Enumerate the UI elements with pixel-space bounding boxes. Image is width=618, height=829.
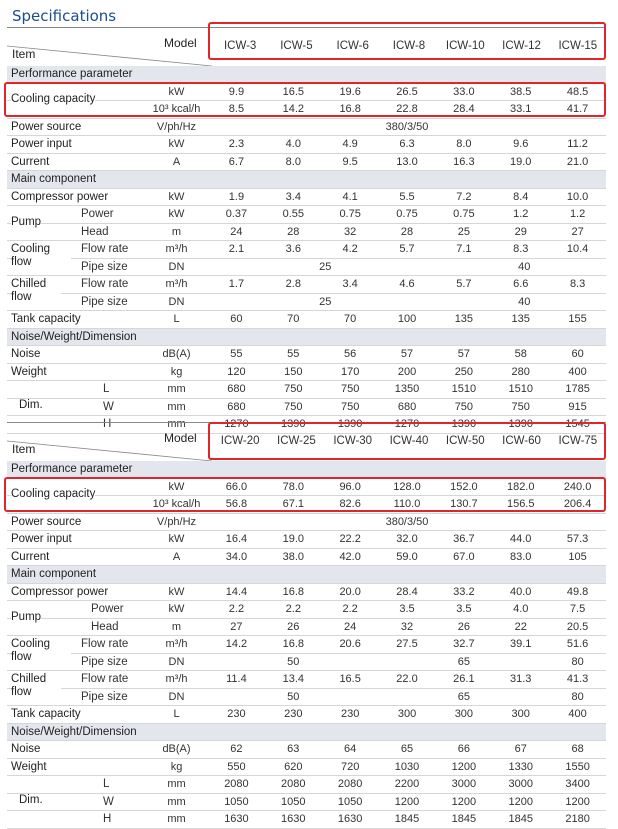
section-nwd: Noise/Weight/Dimension bbox=[7, 724, 606, 742]
table-cell: 57 bbox=[457, 348, 470, 360]
table-cell: 5.5 bbox=[399, 190, 415, 203]
cooling-capacity-label: Cooling capacity bbox=[11, 92, 96, 105]
table-cell: 156.5 bbox=[506, 498, 535, 510]
row-power-input: Power input kW 16.4 19.0 22.2 32.0 36.7 44.0 57.3 bbox=[7, 531, 606, 549]
table-cell: 66.0 bbox=[225, 480, 248, 493]
table-cell: 41.3 bbox=[566, 673, 589, 685]
section-main-component: Main component bbox=[7, 171, 606, 189]
table-cell: 42.0 bbox=[339, 550, 361, 563]
table-cell: 55 bbox=[287, 348, 300, 360]
row-power-source: Power source V/ph/Hz 380/3/50 bbox=[7, 514, 606, 532]
table-cell: 26 bbox=[457, 620, 470, 633]
table-cell: 1785 bbox=[565, 383, 590, 395]
table-cell: 1630 bbox=[337, 813, 363, 825]
table-cell: 28.4 bbox=[396, 585, 418, 598]
table-cell: 105 bbox=[568, 550, 587, 563]
table-cell: 206.4 bbox=[563, 498, 592, 510]
table-cell: 0.37 bbox=[225, 208, 248, 220]
table-cell: 19.0 bbox=[282, 533, 304, 545]
table-cell: ICW-25 bbox=[277, 435, 316, 447]
table-cell: 33.1 bbox=[510, 103, 532, 115]
table-cell: 40.0 bbox=[510, 585, 532, 598]
table-cell: 1050 bbox=[224, 795, 249, 808]
table-cell: 2.8 bbox=[285, 278, 301, 290]
table-cell: 20.0 bbox=[339, 585, 361, 598]
model-highlight-box bbox=[208, 22, 606, 60]
cooling-flow-label: Cooling flow bbox=[11, 638, 71, 664]
table-cell: 19.0 bbox=[510, 155, 532, 168]
table-cell: 7.2 bbox=[456, 190, 472, 203]
table-cell: 21.0 bbox=[566, 155, 589, 168]
table-cell: 67.0 bbox=[453, 550, 475, 563]
table-cell: 2.3 bbox=[228, 138, 245, 150]
table-cell: 28 bbox=[400, 225, 414, 238]
table-cell: 182.0 bbox=[506, 480, 535, 493]
table-cell: 2.1 bbox=[228, 243, 245, 255]
table-cell: 7.1 bbox=[456, 243, 472, 255]
table-cell: 1200 bbox=[451, 795, 477, 808]
table-cell: 280 bbox=[511, 365, 530, 378]
table-cell: 1390 bbox=[451, 418, 477, 430]
table-cell: 32.0 bbox=[396, 533, 418, 545]
table-cell: 60 bbox=[571, 348, 584, 360]
table-cell: 1390 bbox=[337, 418, 363, 430]
table-cell: 750 bbox=[454, 400, 474, 413]
table-cell: 1510 bbox=[508, 383, 533, 395]
table-cell: 1630 bbox=[224, 813, 249, 825]
table-cell: 31.3 bbox=[510, 673, 532, 685]
table-cell: 66 bbox=[457, 743, 470, 755]
table-cell: 128.0 bbox=[393, 480, 421, 493]
table-cell: 3.5 bbox=[399, 603, 415, 615]
table-cell: 10.4 bbox=[566, 243, 589, 255]
table-cell: 8.4 bbox=[513, 190, 529, 203]
cooling-flow-block: Flow rate m³/h 14.2 16.8 20.6 27.5 32.7 39.1 51.6 Pipe size DN 50 65 80 Cooling flow bbox=[7, 636, 606, 671]
table-cell: 1845 bbox=[508, 813, 533, 825]
table-cell: 26 bbox=[287, 620, 300, 633]
table-cell: 20.5 bbox=[566, 620, 589, 633]
table-cell: 55 bbox=[230, 348, 243, 360]
table-cell: 1200 bbox=[394, 795, 420, 808]
table-cell: ICW-15 bbox=[558, 40, 598, 52]
cooling-flow-block: Flow rate m³/h 2.1 3.6 4.2 5.7 7.1 8.3 10.4 Pipe size DN 25 40 Cooling flow bbox=[7, 241, 606, 276]
chilled-flow-label: Chilled flow bbox=[11, 673, 61, 699]
table-cell: 2.2 bbox=[342, 603, 358, 615]
table-cell: 2.2 bbox=[285, 603, 301, 615]
table-cell: 4.2 bbox=[342, 243, 358, 255]
table-cell: 0.75 bbox=[453, 208, 475, 220]
table-cell: 135 bbox=[511, 313, 530, 325]
model-highlight-box bbox=[208, 422, 606, 460]
table-cell: 67 bbox=[514, 743, 527, 755]
table-cell: 8.3 bbox=[513, 243, 529, 255]
row-current: Current A 34.0 38.0 42.0 59.0 67.0 83.0 105 bbox=[7, 549, 606, 567]
table-cell: 1545 bbox=[565, 418, 590, 430]
table-cell: 25 bbox=[457, 225, 470, 238]
table-cell: ICW-10 bbox=[445, 40, 485, 52]
table-cell: 1390 bbox=[281, 418, 306, 430]
table-cell: 1270 bbox=[224, 418, 249, 430]
table-cell: 9.6 bbox=[513, 138, 529, 150]
table-cell: 8.0 bbox=[456, 138, 472, 150]
table-cell: 51.6 bbox=[566, 638, 589, 650]
chilled-flow-label: Chilled flow bbox=[11, 278, 61, 304]
table-cell: 915 bbox=[568, 400, 587, 413]
table-cell: 33.0 bbox=[453, 85, 475, 98]
table-cell: 1050 bbox=[281, 795, 306, 808]
table-cell: 32 bbox=[400, 620, 414, 633]
table-cell: 4.6 bbox=[399, 278, 415, 290]
table-cell: 28 bbox=[287, 225, 300, 238]
table-cell: 70 bbox=[344, 313, 357, 325]
table-cell: 13.4 bbox=[282, 673, 304, 685]
row-tank-capacity: Tank capacity L 230 230 230 300 300 300 400 bbox=[7, 706, 606, 724]
table-cell: ICW-30 bbox=[333, 435, 373, 447]
item-label: Item bbox=[12, 442, 36, 456]
table-cell: 1845 bbox=[451, 813, 477, 825]
table-cell: 78.0 bbox=[282, 480, 304, 493]
table-cell: 16.8 bbox=[339, 103, 361, 115]
table-cell: 48.5 bbox=[566, 85, 589, 98]
table-cell: 750 bbox=[284, 383, 303, 395]
table-cell: 34.0 bbox=[225, 550, 248, 563]
table-cell: 8.5 bbox=[228, 103, 245, 115]
table-cell: 1510 bbox=[451, 383, 477, 395]
table-cell: ICW-6 bbox=[336, 40, 369, 52]
cooling-highlight-box bbox=[4, 477, 606, 512]
table-cell: 27 bbox=[571, 225, 584, 238]
chilled-flow-block: Flow rate m³/h 11.4 13.4 16.5 22.0 26.1 31.3 41.3 Pipe size DN 50 65 80 Chilled flow bbox=[7, 671, 606, 706]
table-cell: 300 bbox=[454, 708, 474, 720]
table-cell: 750 bbox=[511, 400, 530, 413]
table-cell: 550 bbox=[227, 760, 246, 773]
row-power-input: Power input kW 2.3 4.0 4.9 6.3 8.0 9.6 11.2 bbox=[7, 136, 606, 154]
row-compressor-power: Compressor power kW 14.4 16.8 20.0 28.4 33.2 40.0 49.8 bbox=[7, 584, 606, 602]
table-cell: 22.8 bbox=[396, 103, 418, 115]
table-cell: 230 bbox=[340, 708, 360, 720]
table-cell: 750 bbox=[340, 383, 360, 395]
table-cell: 1.7 bbox=[228, 278, 245, 290]
table-cell: 150 bbox=[284, 365, 303, 378]
table-cell: ICW-12 bbox=[502, 40, 541, 52]
table-cell: 96.0 bbox=[339, 480, 361, 493]
pump-label: Pump bbox=[11, 216, 42, 228]
table-cell: 27 bbox=[230, 620, 243, 633]
table-cell: ICW-50 bbox=[445, 435, 485, 447]
table-cell: 38.0 bbox=[282, 550, 304, 563]
table-cell: ICW-3 bbox=[223, 40, 257, 52]
table-cell: 300 bbox=[397, 708, 417, 720]
row-noise: Noise dB(A) 55 55 56 57 57 58 60 bbox=[7, 346, 606, 364]
table-cell: 6.3 bbox=[399, 138, 415, 150]
model-label: Model bbox=[164, 36, 197, 50]
table-cell: 83.0 bbox=[510, 550, 532, 563]
table-cell: 6.7 bbox=[228, 155, 245, 168]
table-cell: 1.9 bbox=[228, 190, 245, 203]
table-cell: 9.9 bbox=[228, 85, 245, 98]
table-cell: 67.1 bbox=[282, 498, 304, 510]
section-performance: Performance parameter bbox=[7, 461, 606, 479]
table-cell: 400 bbox=[568, 708, 587, 720]
table-cell: 1630 bbox=[281, 813, 306, 825]
table-cell: 8.3 bbox=[569, 278, 586, 290]
table-cell: 1200 bbox=[565, 795, 590, 808]
table-cell: 5.7 bbox=[456, 278, 472, 290]
table-cell: 0.55 bbox=[282, 208, 304, 220]
table-cell: ICW-60 bbox=[502, 435, 541, 447]
table-cell: 68 bbox=[571, 743, 584, 755]
table-cell: 2200 bbox=[394, 778, 420, 790]
table-cell: 120 bbox=[227, 365, 246, 378]
table-cell: 7.5 bbox=[569, 603, 586, 615]
table-cell: 62 bbox=[230, 743, 243, 755]
table-cell: 1350 bbox=[394, 383, 420, 395]
section-main-component: Main component bbox=[7, 566, 606, 584]
table-cell: 3.4 bbox=[342, 278, 358, 290]
table-cell: 230 bbox=[284, 708, 303, 720]
table-cell: 9.5 bbox=[342, 155, 358, 168]
model-label: Model bbox=[164, 431, 197, 445]
table-cell: 2080 bbox=[224, 778, 249, 790]
row-weight: Weight kg 120 150 170 200 250 280 400 bbox=[7, 364, 606, 382]
table-cell: 16.3 bbox=[453, 155, 475, 168]
table-cell: 720 bbox=[340, 760, 360, 773]
row-noise: Noise dB(A) 62 63 64 65 66 67 68 bbox=[7, 741, 606, 759]
table-cell: 1200 bbox=[508, 795, 533, 808]
table-cell: 26.1 bbox=[453, 673, 475, 685]
table-cell: 4.0 bbox=[285, 138, 301, 150]
table-cell: 1270 bbox=[394, 418, 420, 430]
table-cell: 135 bbox=[454, 313, 474, 325]
table-cell: 240.0 bbox=[563, 480, 592, 493]
table-cell: 11.2 bbox=[567, 138, 588, 150]
dim-block: L mm 680 750 750 1350 1510 1510 1785 W mm 680 750 750 680 750 750 915 H mm 1270 1390 1390 1270 1390 1390 1545 Dim. bbox=[7, 381, 606, 434]
table-cell: 2.2 bbox=[228, 603, 245, 615]
table-cell: 110.0 bbox=[393, 498, 421, 510]
table-cell: 5.7 bbox=[399, 243, 415, 255]
table-cell: 152.0 bbox=[450, 480, 478, 493]
table-cell: 33.2 bbox=[453, 585, 475, 598]
table-cell: 1050 bbox=[337, 795, 363, 808]
table-cell: 3400 bbox=[565, 778, 590, 790]
table-cell: 0.75 bbox=[339, 208, 361, 220]
page-title: Specifications bbox=[12, 7, 117, 25]
table-cell: 24 bbox=[230, 225, 243, 238]
table-cell: 2080 bbox=[281, 778, 306, 790]
table-cell: 16.8 bbox=[282, 638, 304, 650]
section-nwd: Noise/Weight/Dimension bbox=[7, 329, 606, 347]
dim-block: L mm 2080 2080 2080 2200 3000 3000 3400 W mm 1050 1050 1050 1200 1200 1200 1200 H mm 1630 1630 1630 1845 1845 1845 2180 Dim. bbox=[7, 776, 606, 829]
table-cell: 49.8 bbox=[566, 585, 589, 598]
table-cell: 4.1 bbox=[342, 190, 358, 203]
table-cell: 4.9 bbox=[342, 138, 358, 150]
item-label: Item bbox=[12, 47, 36, 61]
pump-label: Pump bbox=[11, 611, 42, 623]
table-cell: 2080 bbox=[337, 778, 363, 790]
dim-label: Dim. bbox=[19, 794, 43, 806]
table-cell: 100 bbox=[397, 313, 417, 325]
table-cell: 16.5 bbox=[282, 85, 304, 98]
dim-label: Dim. bbox=[19, 399, 43, 411]
table-cell: 32.7 bbox=[453, 638, 475, 650]
table-cell: 1550 bbox=[565, 760, 590, 773]
table-cell: 59.0 bbox=[396, 550, 418, 563]
table-cell: 14.2 bbox=[282, 103, 304, 115]
table-cell: ICW-40 bbox=[389, 435, 429, 447]
table-cell: 3000 bbox=[451, 778, 477, 790]
table-cell: 29 bbox=[514, 225, 527, 238]
table-cell: 22.0 bbox=[396, 673, 418, 685]
spec-table-2 bbox=[7, 422, 606, 829]
table-cell: 63 bbox=[287, 743, 300, 755]
row-tank-capacity: Tank capacity L 60 70 70 100 135 135 155 bbox=[7, 311, 606, 329]
table-cell: 170 bbox=[340, 365, 360, 378]
table-cell: 11.4 bbox=[226, 673, 247, 685]
table-cell: 680 bbox=[227, 400, 246, 413]
table-cell: 13.0 bbox=[396, 155, 418, 168]
table-cell: 32 bbox=[344, 225, 357, 238]
cooling-capacity-block: kW 66.0 78.0 96.0 128.0 152.0 182.0 240.0 10³ kcal/h 56.8 67.1 82.6 110.0 130.7 156.5 206.4 Cooling capacity bbox=[7, 479, 606, 514]
table-cell: 750 bbox=[284, 400, 303, 413]
table-cell: 20.6 bbox=[339, 638, 361, 650]
table-cell: 57 bbox=[400, 348, 414, 360]
table-cell: 41.7 bbox=[566, 103, 589, 115]
table-cell: 28.4 bbox=[453, 103, 475, 115]
table-cell: 44.0 bbox=[510, 533, 532, 545]
table-cell: 3.6 bbox=[285, 243, 301, 255]
table-cell: 1845 bbox=[394, 813, 420, 825]
table-cell: 82.6 bbox=[339, 498, 361, 510]
pump-block: Power kW 0.37 0.55 0.75 0.75 0.75 1.2 1.2 Head m 24 28 32 28 25 29 27 Pump bbox=[7, 206, 606, 241]
table-cell: 1.2 bbox=[513, 208, 529, 220]
table-cell: 60 bbox=[230, 313, 243, 325]
table-cell: 19.6 bbox=[339, 85, 361, 98]
table-cell: 300 bbox=[511, 708, 530, 720]
table-cell: 4.0 bbox=[513, 603, 529, 615]
table-cell: 10.0 bbox=[566, 190, 589, 203]
table-cell: 1.2 bbox=[569, 208, 586, 220]
table-cell: 57.3 bbox=[566, 533, 589, 545]
table-cell: 250 bbox=[454, 365, 474, 378]
table-cell: ICW-5 bbox=[280, 40, 313, 52]
table-cell: ICW-20 bbox=[220, 435, 260, 447]
chilled-flow-block: Flow rate m³/h 1.7 2.8 3.4 4.6 5.7 6.6 8.3 Pipe size DN 25 40 Chilled flow bbox=[7, 276, 606, 311]
table-cell: 16.5 bbox=[339, 673, 361, 685]
table-cell: 70 bbox=[287, 313, 300, 325]
table-cell: 0.75 bbox=[396, 208, 418, 220]
section-performance: Performance parameter bbox=[7, 66, 606, 84]
table-cell: 1330 bbox=[508, 760, 533, 773]
table-cell: 65 bbox=[400, 743, 414, 755]
table-cell: 36.7 bbox=[453, 533, 475, 545]
table-cell: ICW-75 bbox=[558, 435, 598, 447]
pump-block: Power kW 2.2 2.2 2.2 3.5 3.5 4.0 7.5 Head m 27 26 24 32 26 22 20.5 Pump bbox=[7, 601, 606, 636]
table-cell: 27.5 bbox=[396, 638, 418, 650]
table-cell: 56 bbox=[344, 348, 357, 360]
cooling-capacity-block: kW 9.9 16.5 19.6 26.5 33.0 38.5 48.5 10³ kcal/h 8.5 14.2 16.8 22.8 28.4 33.1 41.7 Cooling capacity bbox=[7, 84, 606, 119]
table-cell: 1200 bbox=[451, 760, 477, 773]
row-weight: Weight kg 550 620 720 1030 1200 1330 1550 bbox=[7, 759, 606, 777]
cooling-highlight-box bbox=[4, 82, 606, 117]
table-cell: 2180 bbox=[565, 813, 590, 825]
table-cell: 400 bbox=[568, 365, 587, 378]
cooling-flow-label: Cooling flow bbox=[11, 243, 71, 269]
table-cell: 230 bbox=[227, 708, 246, 720]
table-cell: 39.1 bbox=[510, 638, 532, 650]
table-cell: 6.6 bbox=[513, 278, 529, 290]
table-cell: 130.7 bbox=[450, 498, 478, 510]
table-cell: ICW-8 bbox=[392, 40, 426, 52]
table-cell: 14.4 bbox=[225, 585, 248, 598]
cooling-capacity-label: Cooling capacity bbox=[11, 487, 96, 500]
table-cell: 680 bbox=[227, 383, 246, 395]
table-cell: 750 bbox=[340, 400, 360, 413]
spec-table-1 bbox=[7, 27, 606, 434]
row-compressor-power: Compressor power kW 1.9 3.4 4.1 5.5 7.2 8.4 10.0 bbox=[7, 189, 606, 207]
table-cell: 22 bbox=[514, 620, 527, 633]
table-cell: 1030 bbox=[394, 760, 420, 773]
table-cell: 64 bbox=[344, 743, 357, 755]
table-cell: 3.5 bbox=[456, 603, 472, 615]
table-cell: 14.2 bbox=[225, 638, 248, 650]
table-cell: 38.5 bbox=[510, 85, 532, 98]
table-cell: 58 bbox=[514, 348, 527, 360]
table-cell: 155 bbox=[568, 313, 587, 325]
table-cell: 3000 bbox=[508, 778, 533, 790]
row-current: Current A 6.7 8.0 9.5 13.0 16.3 19.0 21.0 bbox=[7, 154, 606, 172]
table-cell: 620 bbox=[284, 760, 303, 773]
table-cell: 56.8 bbox=[225, 498, 248, 510]
table-cell: 8.0 bbox=[285, 155, 301, 168]
table-cell: 22.2 bbox=[339, 533, 361, 545]
table-cell: 16.4 bbox=[225, 533, 248, 545]
table-cell: 24 bbox=[344, 620, 357, 633]
table-cell: 3.4 bbox=[285, 190, 301, 203]
table-cell: 680 bbox=[397, 400, 417, 413]
table-cell: 1390 bbox=[508, 418, 533, 430]
row-power-source: Power source V/ph/Hz 380/3/50 bbox=[7, 119, 606, 137]
table-cell: 200 bbox=[397, 365, 417, 378]
table-cell: 16.8 bbox=[282, 585, 304, 598]
table-cell: 26.5 bbox=[396, 85, 418, 98]
